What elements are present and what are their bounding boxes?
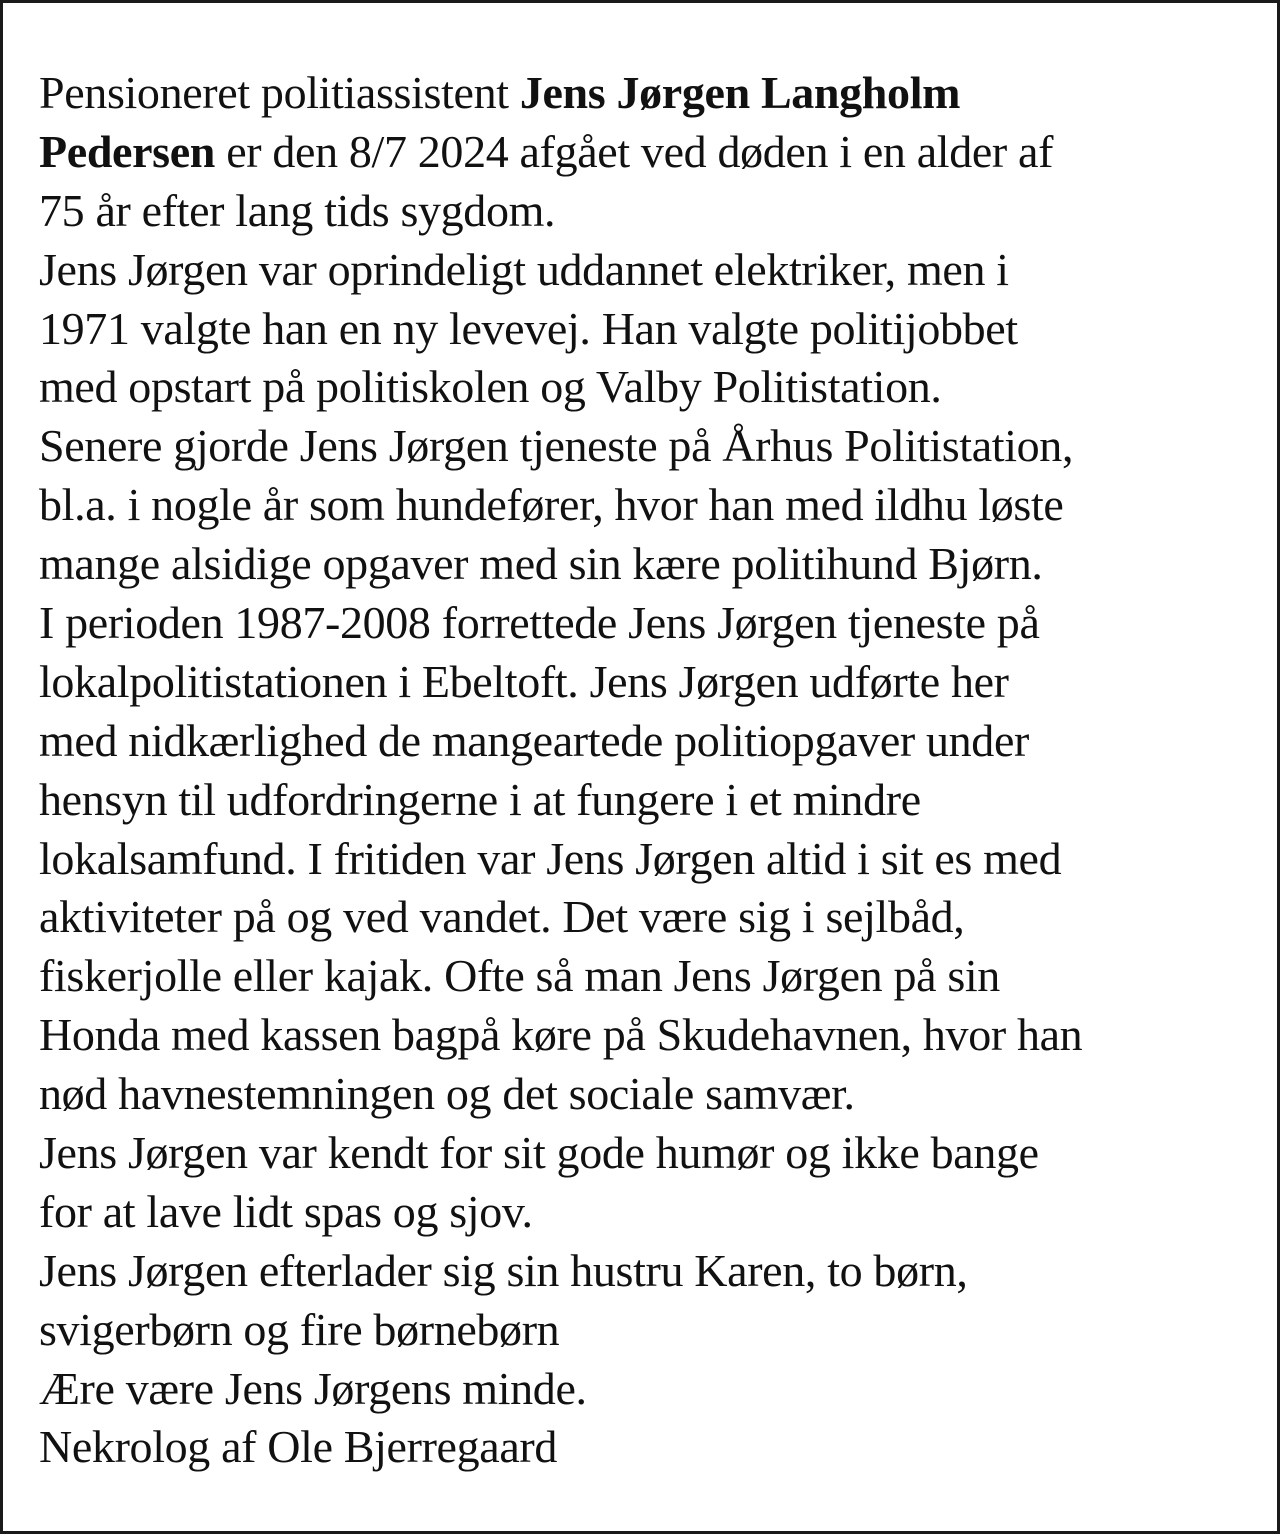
obituary-line: Honda med kassen bagpå køre på Skudehavnen, hvor han [39, 1009, 1083, 1061]
obituary-line: svigerbørn og fire børnebørn [39, 1303, 560, 1355]
obituary-line: hensyn til udfordringerne i at fungere i et mindre [39, 773, 921, 825]
obituary-line [39, 123, 1269, 182]
obituary-line: Senere gjorde Jens Jørgen tjeneste på Århus Politistation, [39, 420, 1074, 472]
obituary-line: nød havnestemningen og det sociale samvær. [39, 1068, 855, 1120]
obituary-line: for at lave lidt spas og sjov. [39, 1185, 533, 1237]
obituary-line: med nidkærlighed de mangeartede politiopgaver under [39, 714, 1029, 766]
obituary-line: aktiviteter på og ved vandet. Det være sig i sejlbåd, [39, 891, 965, 943]
obituary-line: fiskerjolle eller kajak. Ofte så man Jens Jørgen på sin [39, 950, 1000, 1002]
intro-suffix: er den 8/7 2024 afgået ved døden i en alder af [215, 125, 1054, 177]
obituary-line [39, 64, 1269, 123]
obituary-line: Jens Jørgen var kendt for sit gode humør og ikke bange [39, 1127, 1039, 1179]
obituary-line: bl.a. i nogle år som hundefører, hvor han med ildhu løste [39, 479, 1064, 531]
obituary-line: Jens Jørgen var oprindeligt uddannet elektriker, men i [39, 243, 1009, 295]
obituary-line: 75 år efter lang tids sygdom. [39, 184, 556, 236]
obituary-line: Ære være Jens Jørgens minde. [39, 1362, 587, 1414]
obituary-line: lokalsamfund. I fritiden var Jens Jørgen altid i sit es med [39, 832, 1062, 884]
obituary-line: med opstart på politiskolen og Valby Politistation. [39, 361, 942, 413]
obituary-line: mange alsidige opgaver med sin kære politihund Bjørn. [39, 538, 1043, 590]
deceased-name-first: Jens Jørgen Langholm [519, 67, 961, 118]
obituary-signature: Nekrolog af Ole Bjerregaard [39, 1421, 558, 1472]
deceased-name-last: Pedersen [39, 125, 216, 177]
obituary-line: Jens Jørgen efterlader sig sin hustru Karen, to børn, [39, 1244, 968, 1296]
obituary-line: 1971 valgte han en ny levevej. Han valgte politijobbet [39, 302, 1018, 354]
obituary-body [39, 64, 1269, 1418]
intro-prefix: Pensioneret politiassistent [39, 67, 520, 118]
obituary-line: lokalpolitistationen i Ebeltoft. Jens Jørgen udførte her [39, 655, 1009, 707]
obituary-line: I perioden 1987-2008 forrettede Jens Jørgen tjeneste på [39, 597, 1040, 649]
